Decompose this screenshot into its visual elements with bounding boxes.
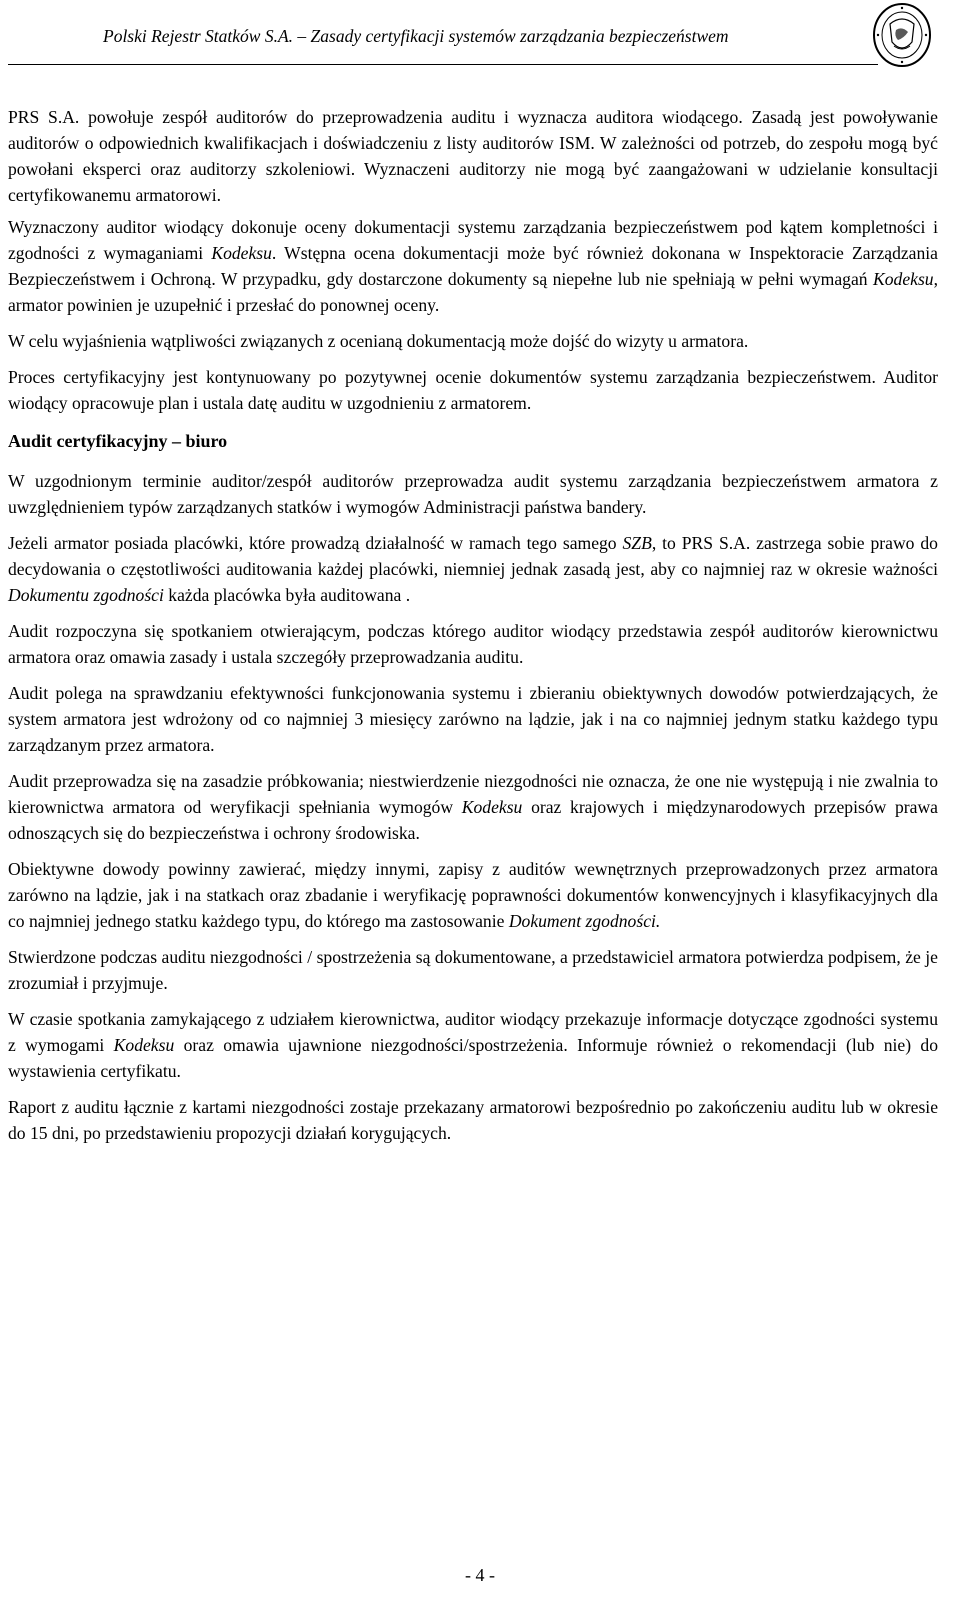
code-reference: Kodeksu	[461, 797, 523, 817]
szb-reference: SZB	[622, 533, 652, 553]
paragraph-text: oraz krajowych i międzynarodowych przepisów prawa odnoszących się do bezpieczeństwa i ochrony środowiska.	[8, 797, 938, 843]
document-reference: Dokumentu zgodności	[8, 585, 164, 605]
paragraph-text: Audit przeprowadza się na zasadzie próbkowania; niestwierdzenie niezgodności nie oznacza, że one nie występują i nie zwalnia to kierownictwa armatora od weryfikacji spełniania wymogów	[8, 771, 938, 817]
paragraph-effectiveness	[8, 680, 938, 758]
header-title: Polski Rejestr Statków S.A. – Zasady certyfikacji systemów zarządzania bezpieczeństwem	[103, 26, 729, 46]
paragraph-audit-scope	[8, 468, 938, 520]
paragraph-text: , to PRS S.A. zastrzega sobie prawo do decydowania o częstotliwości auditowania każdej placówki, niemniej jednak zasadą jest, aby co najmniej raz w okresie ważności	[8, 533, 938, 579]
paragraph-closing-meeting	[8, 1006, 938, 1084]
header-rule	[8, 64, 878, 65]
paragraph-text: Obiektywne dowody powinny zawierać, między innymi, zapisy z auditów wewnętrznych przeprowadzonych przez armatora zarówno na lądzie, jak i na statkach oraz zbadanie i weryfikację poprawności dokumentów konwencyjnych i klasyfikacyjnych dla co najmniej jednego statku każdego typu, do którego ma zastosowanie	[8, 859, 938, 931]
code-reference: Kodeksu	[873, 269, 934, 289]
paragraph-text: , armator powinien je uzupełnić i przesłać do ponownej oceny.	[8, 269, 938, 315]
paragraph-text: Stwierdzone podczas auditu niezgodności / spostrzeżenia są dokumentowane, a przedstawiciel armatora potwierdza podpisem, że je zrozumiał i przyjmuje.	[8, 947, 938, 993]
paragraph-nonconformities	[8, 944, 938, 996]
paragraph-team	[8, 104, 938, 208]
paragraph-opening-meeting	[8, 618, 938, 670]
paragraph-text: Wyznaczony auditor wiodący dokonuje oceny dokumentacji systemu zarządzania bezpieczeństwem pod kątem kompletności i zgodności z wymaganiami	[8, 217, 938, 263]
paragraph-text: Audit rozpoczyna się spotkaniem otwierającym, podczas którego auditor wiodący przedstawia zespół auditorów kierownictwu armatora oraz omawia zasady i ustala szczegóły przeprowadzania auditu.	[8, 621, 938, 667]
paragraph-process	[8, 364, 938, 416]
paragraph-text: Proces certyfikacyjny jest kontynuowany po pozytywnej ocenie dokumentów systemu zarządzania bezpieczeństwem. Auditor wiodący opracowuje plan i ustala datę auditu w uzgodnieniu z armatorem.	[8, 367, 938, 413]
paragraph-sampling	[8, 768, 938, 846]
paragraph-branches	[8, 530, 938, 608]
paragraph-text: . Wstępna ocena dokumentacji może być również dokonana w Inspektoracie Zarządzania Bezpieczeństwem i Ochroną. W przypadku, gdy dostarczone dokumenty są niepełne lub nie spełniają w pełni wymagań	[8, 243, 938, 289]
paragraph-text: Raport z auditu łącznie z kartami niezgodności zostaje przekazany armatorowi bezpośrednio po zakończeniu auditu lub w okresie do 15 dni, po przedstawieniu propozycji działań korygujących.	[8, 1097, 938, 1143]
paragraph-text: W uzgodnionym terminie auditor/zespół auditorów przeprowadza audit systemu zarządzania bezpieczeństwem armatora z uwzględnieniem typów zarządzanych statków i wymogów Administracji państwa bandery.	[8, 471, 938, 517]
document-reference: Dokument zgodności.	[508, 911, 661, 931]
paragraph-text: Audit polega na sprawdzaniu efektywności funkcjonowania systemu i zbieraniu obiektywnych dowodów potwierdzających, że system armatora jest wdrożony od co najmniej 3 miesięcy zarówno na lądzie, jak i na co najmniej jednym statku każdego typu zarządzanym przez armatora.	[8, 683, 938, 755]
page-number: - 4 -	[465, 1565, 495, 1585]
page-header	[0, 0, 960, 70]
paragraph-team-text: PRS S.A. powołuje zespół auditorów do przeprowadzenia auditu i wyznacza auditora wiodącego. Zasadą jest powoływanie auditorów o odpowiednich kwalifikacjach i doświadczeniu z listy auditorów ISM. W zależności od potrzeb, do zespołu mogą być powołani eksperci oraz auditorzy szkoleniowi. Wyznaczeni auditorzy nie mogą być zaangażowani w udzielanie konsultacji certyfikowanemu armatorowi.	[8, 107, 938, 205]
section-heading: Audit certyfikacyjny – biuro	[8, 431, 228, 451]
code-reference: Kodeksu	[113, 1035, 175, 1055]
paragraph-report	[8, 1094, 938, 1146]
paragraph-text: Jeżeli armator posiada placówki, które prowadzą działalność w ramach tego samego	[8, 533, 617, 553]
paragraph-evidence	[8, 856, 938, 934]
prs-seal-icon	[872, 2, 932, 68]
paragraph-text: W celu wyjaśnienia wątpliwości związanych z ocenianą dokumentacją może dojść do wizyty u armatora.	[8, 331, 749, 351]
paragraph-documentation-review	[8, 214, 938, 318]
paragraph-clarification	[8, 328, 938, 354]
paragraph-text: W czasie spotkania zamykającego z udziałem kierownictwa, auditor wiodący przekazuje informacje dotyczące zgodności systemu z wymogami	[8, 1009, 938, 1055]
code-reference: Kodeksu	[211, 243, 272, 263]
paragraph-text: oraz omawia ujawnione niezgodności/spostrzeżenia. Informuje również o rekomendacji (lub nie) do wystawienia certyfikatu.	[8, 1035, 938, 1081]
document-body	[8, 104, 938, 1156]
paragraph-text: każda placówka była auditowana .	[168, 585, 411, 605]
